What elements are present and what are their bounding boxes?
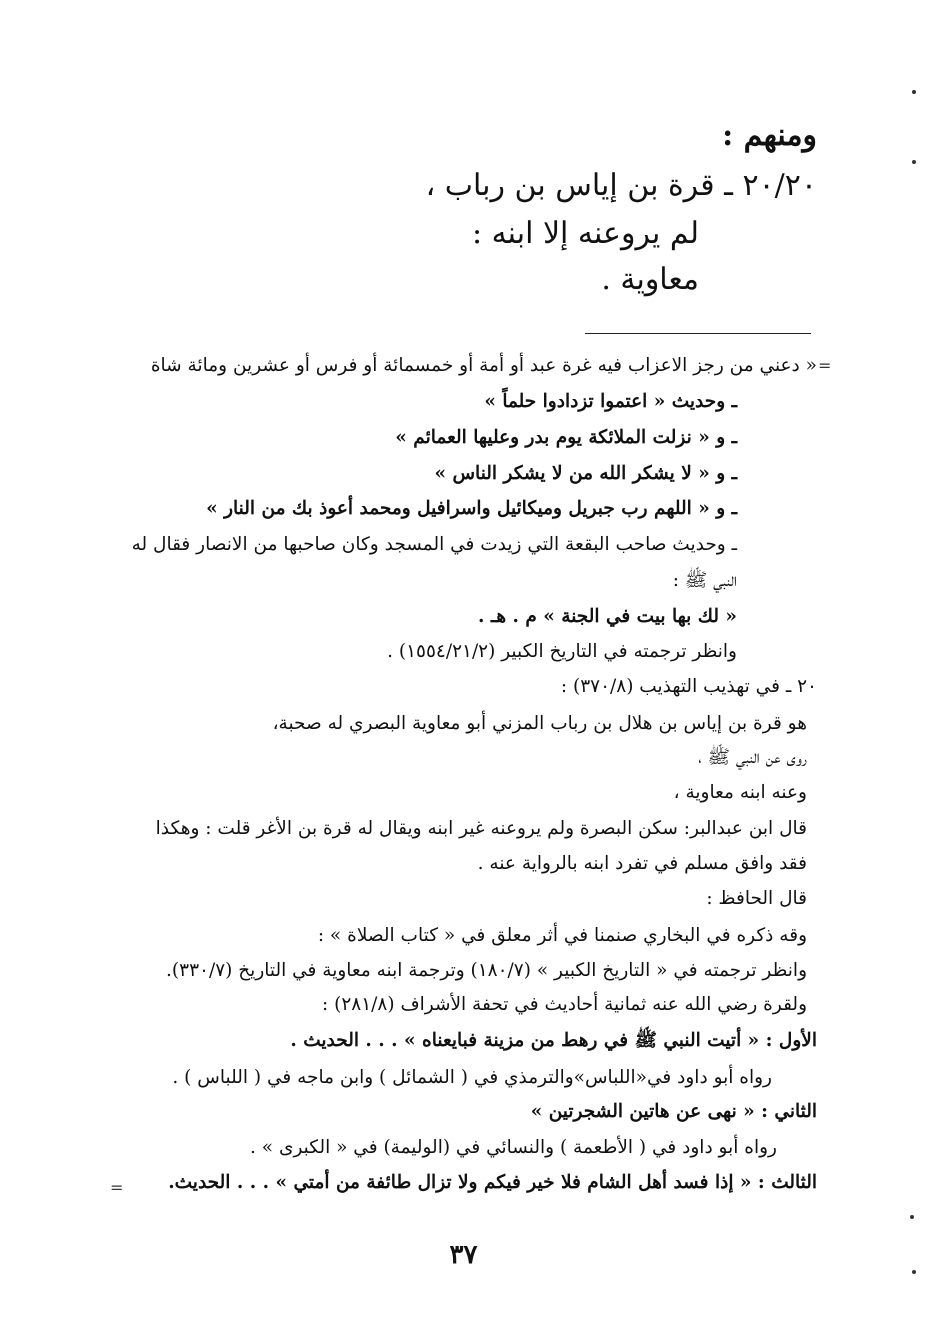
footnote-separator (585, 333, 811, 334)
margin-mark: = (110, 1178, 124, 1197)
footnote-line: النبي ﷺ : (672, 570, 737, 591)
footnote-line: رواه أبو داود في«اللباس»والترمذي في ( الشمائل ) وابن ماجه في ( اللباس ) . (172, 1067, 772, 1088)
footnote-line: رواه أبو داود في ( الأطعمة ) والنسائي في (الوليمة) في « الكبرى » . (250, 1137, 777, 1158)
footnote-line: ـ و « نزلت الملائكة يوم بدر وعليها العمائم » (395, 427, 737, 448)
footnote-line: ولقرة رضي الله عنه ثمانية أحاديث في تحفة الأشراف (٢٨١/٨) : (322, 994, 807, 1015)
scan-speck (912, 90, 916, 94)
footnote-line: وانظر ترجمته في التاريخ الكبير (١٥٥٤/٢١/٢) . (387, 641, 737, 662)
footnote-line: ٢٠ ـ في تهذيب التهذيب (٣٧٠/٨) : (560, 676, 817, 697)
footnote-line: وعنه ابنه معاوية ، (673, 782, 807, 803)
section-label: ومنهم : (722, 118, 817, 153)
margin-mark: = (818, 356, 832, 375)
page-number: ٣٧ (449, 1240, 478, 1270)
footnote-line: قال ابن عبدالبر: سكن البصرة ولم يروعنه غير ابنه ويقال له قرة بن الأغر قلت : وهكذا (155, 818, 807, 839)
scan-speck (912, 160, 916, 164)
narrator-line: لم يروعنه إلا ابنه : (471, 216, 699, 251)
footnote-line: روى عن النبي ﷺ ، (698, 747, 807, 768)
scan-speck (912, 1270, 916, 1274)
scan-speck (910, 1215, 914, 1219)
footnote-line: فقد وافق مسلم في تفرد ابنه بالرواية عنه . (477, 853, 807, 874)
footnote-line: ـ وحديث « اعتموا تزدادوا حلماً » (484, 391, 737, 412)
footnote-line: ـ و « اللهم رب جبريل وميكائيل واسرافيل ومحمد أعوذ بك من النار » (206, 498, 737, 519)
footnote-line: « دعني من رجز الاعزاب فيه غرة عبد أو أمة أو خمسمائة أو فرس أو عشرين ومائة شاة (150, 355, 817, 376)
footnote-line: ـ وحديث صاحب البقعة التي زيدت في المسجد وكان صاحبها من الانصار فقال له (131, 534, 737, 555)
footnote-line: وانظر ترجمته في « التاريخ الكبير » (١٨٠/٧) وترجمة ابنه معاوية في التاريخ (٣٣٠/٧). (166, 960, 807, 981)
footnote-line: « لك بها بيت في الجنة » م . هـ . (478, 606, 737, 627)
footnote-line: الأول : « أتيت النبي ﷺ في رهط من مزينة فبايعناه » . . . الحديث . (290, 1030, 817, 1051)
footnote-line: هو قرة بن إياس بن هلال بن رباب المزني أبو معاوية البصري له صحبة، (272, 713, 807, 734)
narrator-name: معاوية . (601, 262, 699, 297)
footnote-line: قال الحافظ : (706, 888, 807, 909)
footnote-line: الثالث : « إذا فسد أهل الشام فلا خير فيكم ولا تزال طائفة من أمتي » . . . الحديث. (168, 1172, 817, 1193)
entry-title: ٢٠/٢٠ ـ قرة بن إياس بن رباب ، (425, 168, 817, 203)
footnote-line: وقه ذكره في البخاري صنمنا في أثر معلق في « كتاب الصلاة » : (317, 925, 807, 946)
footnote-line: ـ و « لا يشكر الله من لا يشكر الناس » (434, 463, 737, 484)
footnote-line: الثاني : « نهى عن هاتين الشجرتين » (530, 1101, 817, 1122)
